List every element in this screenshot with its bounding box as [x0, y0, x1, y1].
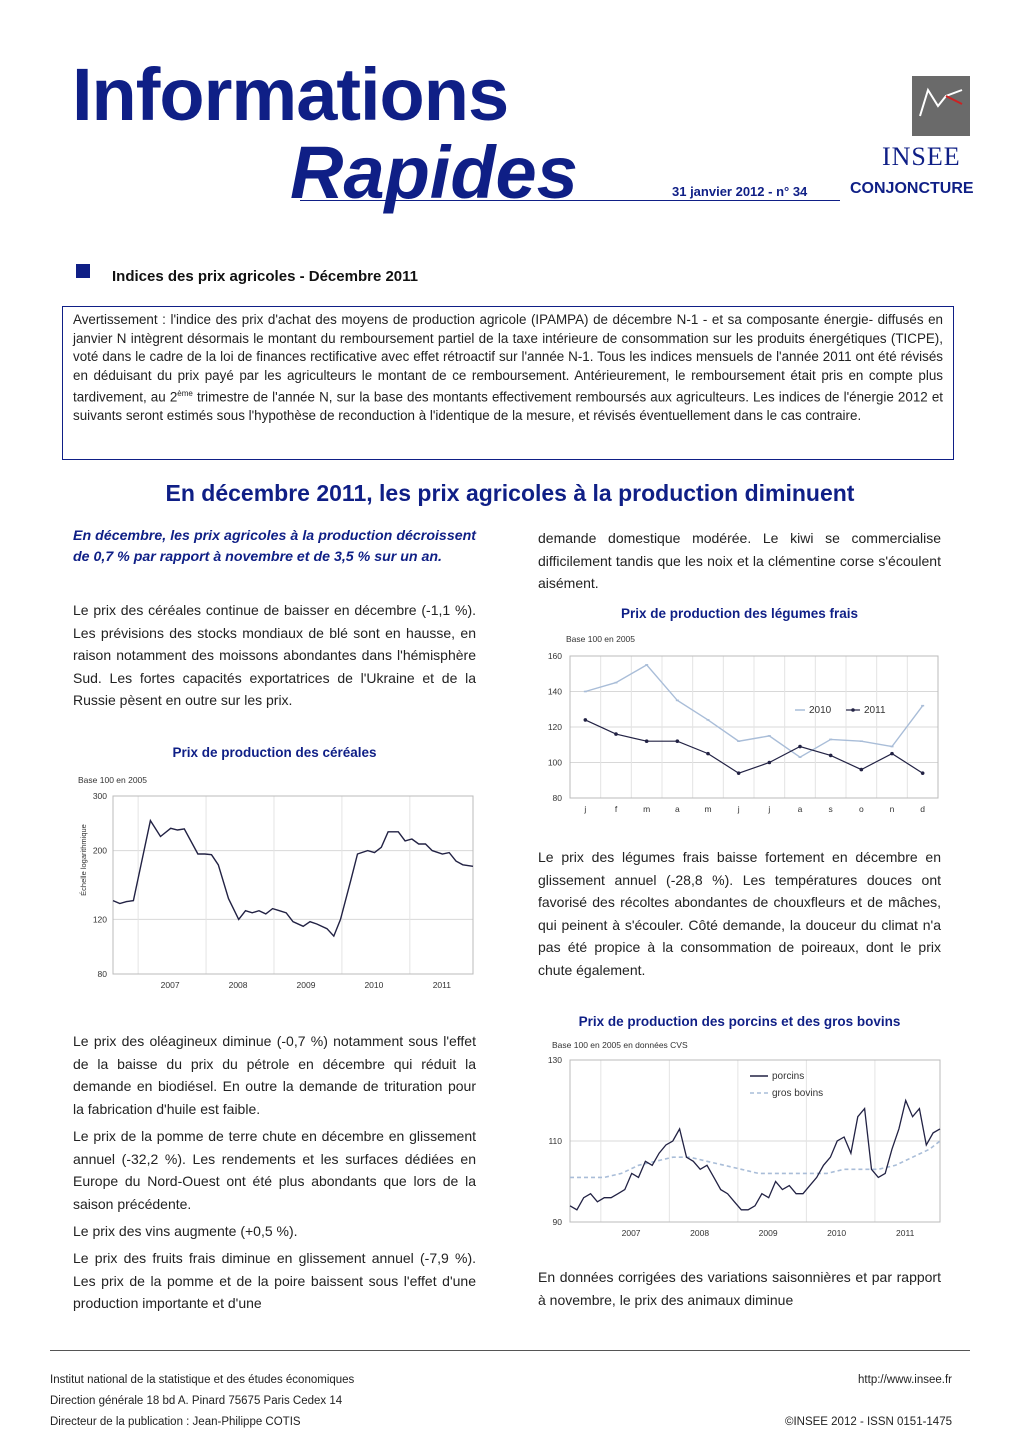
x-tick-label: n [889, 804, 895, 814]
legend-label-gros-bovins: gros bovins [772, 1088, 824, 1099]
warning-box [62, 306, 954, 460]
point-2011 [706, 752, 710, 756]
point-2010 [615, 682, 618, 684]
chart-cereales-title: Prix de production des céréales [172, 745, 377, 760]
point-2011 [829, 754, 833, 758]
point-2010 [860, 740, 863, 742]
x-tick-label: j [584, 804, 587, 814]
publisher-name: INSEE [882, 142, 961, 171]
series-line-gros-bovins [570, 1141, 940, 1177]
headline: En décembre 2011, les prix agricoles à la production diminuent [165, 480, 855, 506]
point-2010 [584, 691, 587, 693]
warning-sup: ème [177, 389, 193, 399]
x-tick-label: 2009 [758, 1228, 778, 1238]
right-paragraph-2: Le prix des légumes frais baisse fortement en décembre en glissement annuel (-28,8 %). Les températures douces ont favorisé des récoltes abondantes de chouxfleurs et de mâches, qui peinent à s'écouler. Côté demande, la douceur du climat n'a pas été propice à la consommation de poireaux, dont le prix chute également. [538, 849, 941, 978]
y-tick-label: 140 [547, 686, 562, 697]
point-2010 [768, 735, 771, 737]
x-tick-label: j [737, 804, 740, 814]
y-tick-label: 100 [547, 757, 562, 768]
point-2011 [584, 718, 588, 722]
x-tick-label: 2007 [621, 1228, 641, 1238]
footer-institute: Institut national de la statistique et des études économiques [50, 1374, 355, 1386]
y-tick-label: 80 [552, 793, 562, 803]
left-paragraph-3: Le prix de la pomme de terre chute en décembre en glissement annuel (-32,2 %). Les rendements et les surfaces dédiées en Europe du Nord-Ouest ont été plus abondants que lors de la saison précédente. [73, 1128, 476, 1212]
point-2011 [768, 761, 772, 765]
x-tick-label: 2008 [228, 980, 248, 990]
point-2010 [829, 739, 832, 741]
x-tick-label: 2007 [160, 980, 180, 990]
footer-copyright: ©INSEE 2012 - ISSN 0151-1475 [784, 1416, 952, 1428]
point-2010 [737, 740, 740, 742]
y-tick-label: 120 [547, 722, 562, 732]
issue-dateline: 31 janvier 2012 - n° 34 [672, 184, 808, 199]
left-paragraph-1: Le prix des céréales continue de baisser en décembre (-1,1 %). Les prévisions des stocks mondiaux de blé sont en hausse, en raison notamment des moissons abondantes dans l'hémisphère Sud. Les fortes capacités exportatrices de l'Ukraine et de la Russie pèsent en outre sur les prix. [73, 602, 476, 708]
masthead-title-line2: Rapides [290, 131, 578, 214]
warning-text-part1: Avertissement : l'indice des prix d'achat des moyens de production agricole (IPAMPA) de décembre N-1 - et sa composante énergie- diffusés en janvier N intègrent désormais le montant du remboursement partiel de la taxe intérieure de consommation sur les produits énergétiques (TICPE), voté dans le cadre de la loi de finances rectificative avec effet rétroactif sur l'année N-1. Tous les indices mensuels de l'année 2011 ont été révisés en déduisant du prix payé par les agriculteurs le montant de ce remboursement. Antérieurement, le remboursement était pris en compte plus tardivement, au 2 [73, 312, 943, 405]
legend-label-2010: 2010 [809, 705, 832, 716]
point-2010 [645, 664, 648, 666]
series-line-cereales [113, 821, 473, 937]
chart-animaux [534, 1052, 946, 1242]
chart-legumes [530, 648, 945, 823]
bullet-square-icon [76, 264, 90, 278]
x-tick-label: m [704, 804, 712, 814]
left-paragraph-4: Le prix des vins augmente (+0,5 %). [73, 1223, 298, 1239]
y-tick-label: 90 [552, 1217, 562, 1227]
x-tick-label: 2009 [296, 980, 316, 990]
masthead-title-line1: Informations [72, 53, 509, 136]
x-tick-label: o [858, 804, 864, 814]
x-tick-label: 2011 [432, 980, 451, 990]
right-paragraph-3: En données corrigées des variations saisonnières et par rapport à novembre, le prix des animaux diminue [538, 1269, 941, 1308]
series-line-porcins [570, 1101, 940, 1210]
footer-right [785, 1370, 952, 1433]
legend-label-porcins: porcins [772, 1071, 805, 1082]
point-2011 [890, 752, 894, 756]
point-2010 [921, 705, 924, 707]
x-tick-label: f [614, 804, 618, 814]
y-tick-label: 120 [92, 914, 107, 925]
point-2011 [921, 771, 925, 775]
point-2010 [707, 719, 710, 721]
footer-rule [50, 1350, 970, 1351]
insee-logo-icon [912, 76, 970, 136]
y-tick-label: 130 [547, 1055, 562, 1065]
chart-legumes-note: Base 100 en 2005 [566, 634, 636, 644]
chart-legumes-title: Prix de production des légumes frais [620, 606, 859, 621]
point-2011 [614, 732, 618, 736]
warning-text-part2: trimestre de l'année N, sur la base des montants effectivement remboursés aux agriculteurs. Les indices de l'énergie 2012 et suivants seront estimés sous l'hypothèse de reconduction à l'identique de la mesure, et révisés éventuellement dans le cas contraire. [73, 389, 943, 424]
legend-marker-2011 [851, 708, 855, 712]
point-2011 [676, 739, 680, 743]
series-name: CONJONCTURE [850, 180, 974, 197]
plot-frame [113, 796, 473, 974]
left-paragraph-5: Le prix des fruits frais diminue en glissement annuel (-7,9 %). Les prix de la pomme et de la poire baissent sous l'effet d'une production importante et d'une [73, 1250, 476, 1311]
x-tick-label: 2010 [364, 980, 384, 990]
footer-director: Directeur de la publication : Jean-Philippe COTIS [50, 1416, 301, 1428]
chart-cereales-note: Base 100 en 2005 [78, 775, 148, 785]
point-2011 [860, 768, 864, 772]
x-tick-label: a [797, 804, 803, 814]
point-2011 [737, 771, 741, 775]
point-2010 [799, 756, 802, 758]
y-tick-label: 200 [92, 845, 107, 856]
chart-cereales-ylabel: Échelle logarithmique [79, 824, 88, 896]
chart-legumes-legend [795, 705, 886, 716]
y-tick-label: 80 [97, 969, 107, 979]
y-tick-label: 160 [547, 651, 562, 661]
x-tick-label: j [768, 804, 771, 814]
subject-title: Indices des prix agricoles - Décembre 2011 [112, 268, 418, 285]
legend-label-2011: 2011 [864, 705, 886, 716]
x-tick-label: 2008 [690, 1228, 710, 1238]
point-2010 [676, 700, 679, 702]
footer-address: Direction générale 18 bd A. Pinard 75675 Paris Cedex 14 [50, 1395, 343, 1407]
x-tick-label: 2011 [896, 1228, 915, 1238]
footer-url-link[interactable]: http://www.insee.fr [858, 1374, 952, 1386]
x-tick-label: m [643, 804, 651, 814]
chart-animaux-note: Base 100 en 2005 en données CVS [552, 1040, 688, 1050]
point-2010 [891, 746, 894, 748]
chart-animaux-title: Prix de production des porcins et des gros bovins [578, 1014, 901, 1029]
left-paragraph-2: Le prix des oléagineux diminue (-0,7 %) notamment sous l'effet de la baisse du prix du pétrole en décembre qui réduit la demande en biodiésel. En outre la demande de trituration pour la fabrication d'huile est faible. [73, 1033, 476, 1117]
lead-paragraph: En décembre, les prix agricoles à la production décroissent de 0,7 % par rapport à novembre et de 3,5 % sur un an. [73, 528, 476, 565]
x-tick-label: 2010 [827, 1228, 847, 1238]
masthead-rule [300, 200, 840, 201]
point-2011 [645, 739, 649, 743]
y-tick-label: 110 [548, 1136, 562, 1146]
footer-left [50, 1370, 354, 1433]
chart-cereales [73, 788, 483, 993]
right-paragraph-1: demande domestique modérée. Le kiwi se commercialise difficilement tandis que les noix et la clémentine corse s'écoulent aisément. [538, 530, 941, 591]
x-tick-label: a [674, 804, 680, 814]
y-tick-label: 300 [92, 791, 107, 801]
x-tick-label: s [828, 804, 833, 814]
chart-animaux-legend [750, 1071, 823, 1099]
point-2011 [798, 745, 802, 749]
x-tick-label: d [920, 804, 926, 814]
